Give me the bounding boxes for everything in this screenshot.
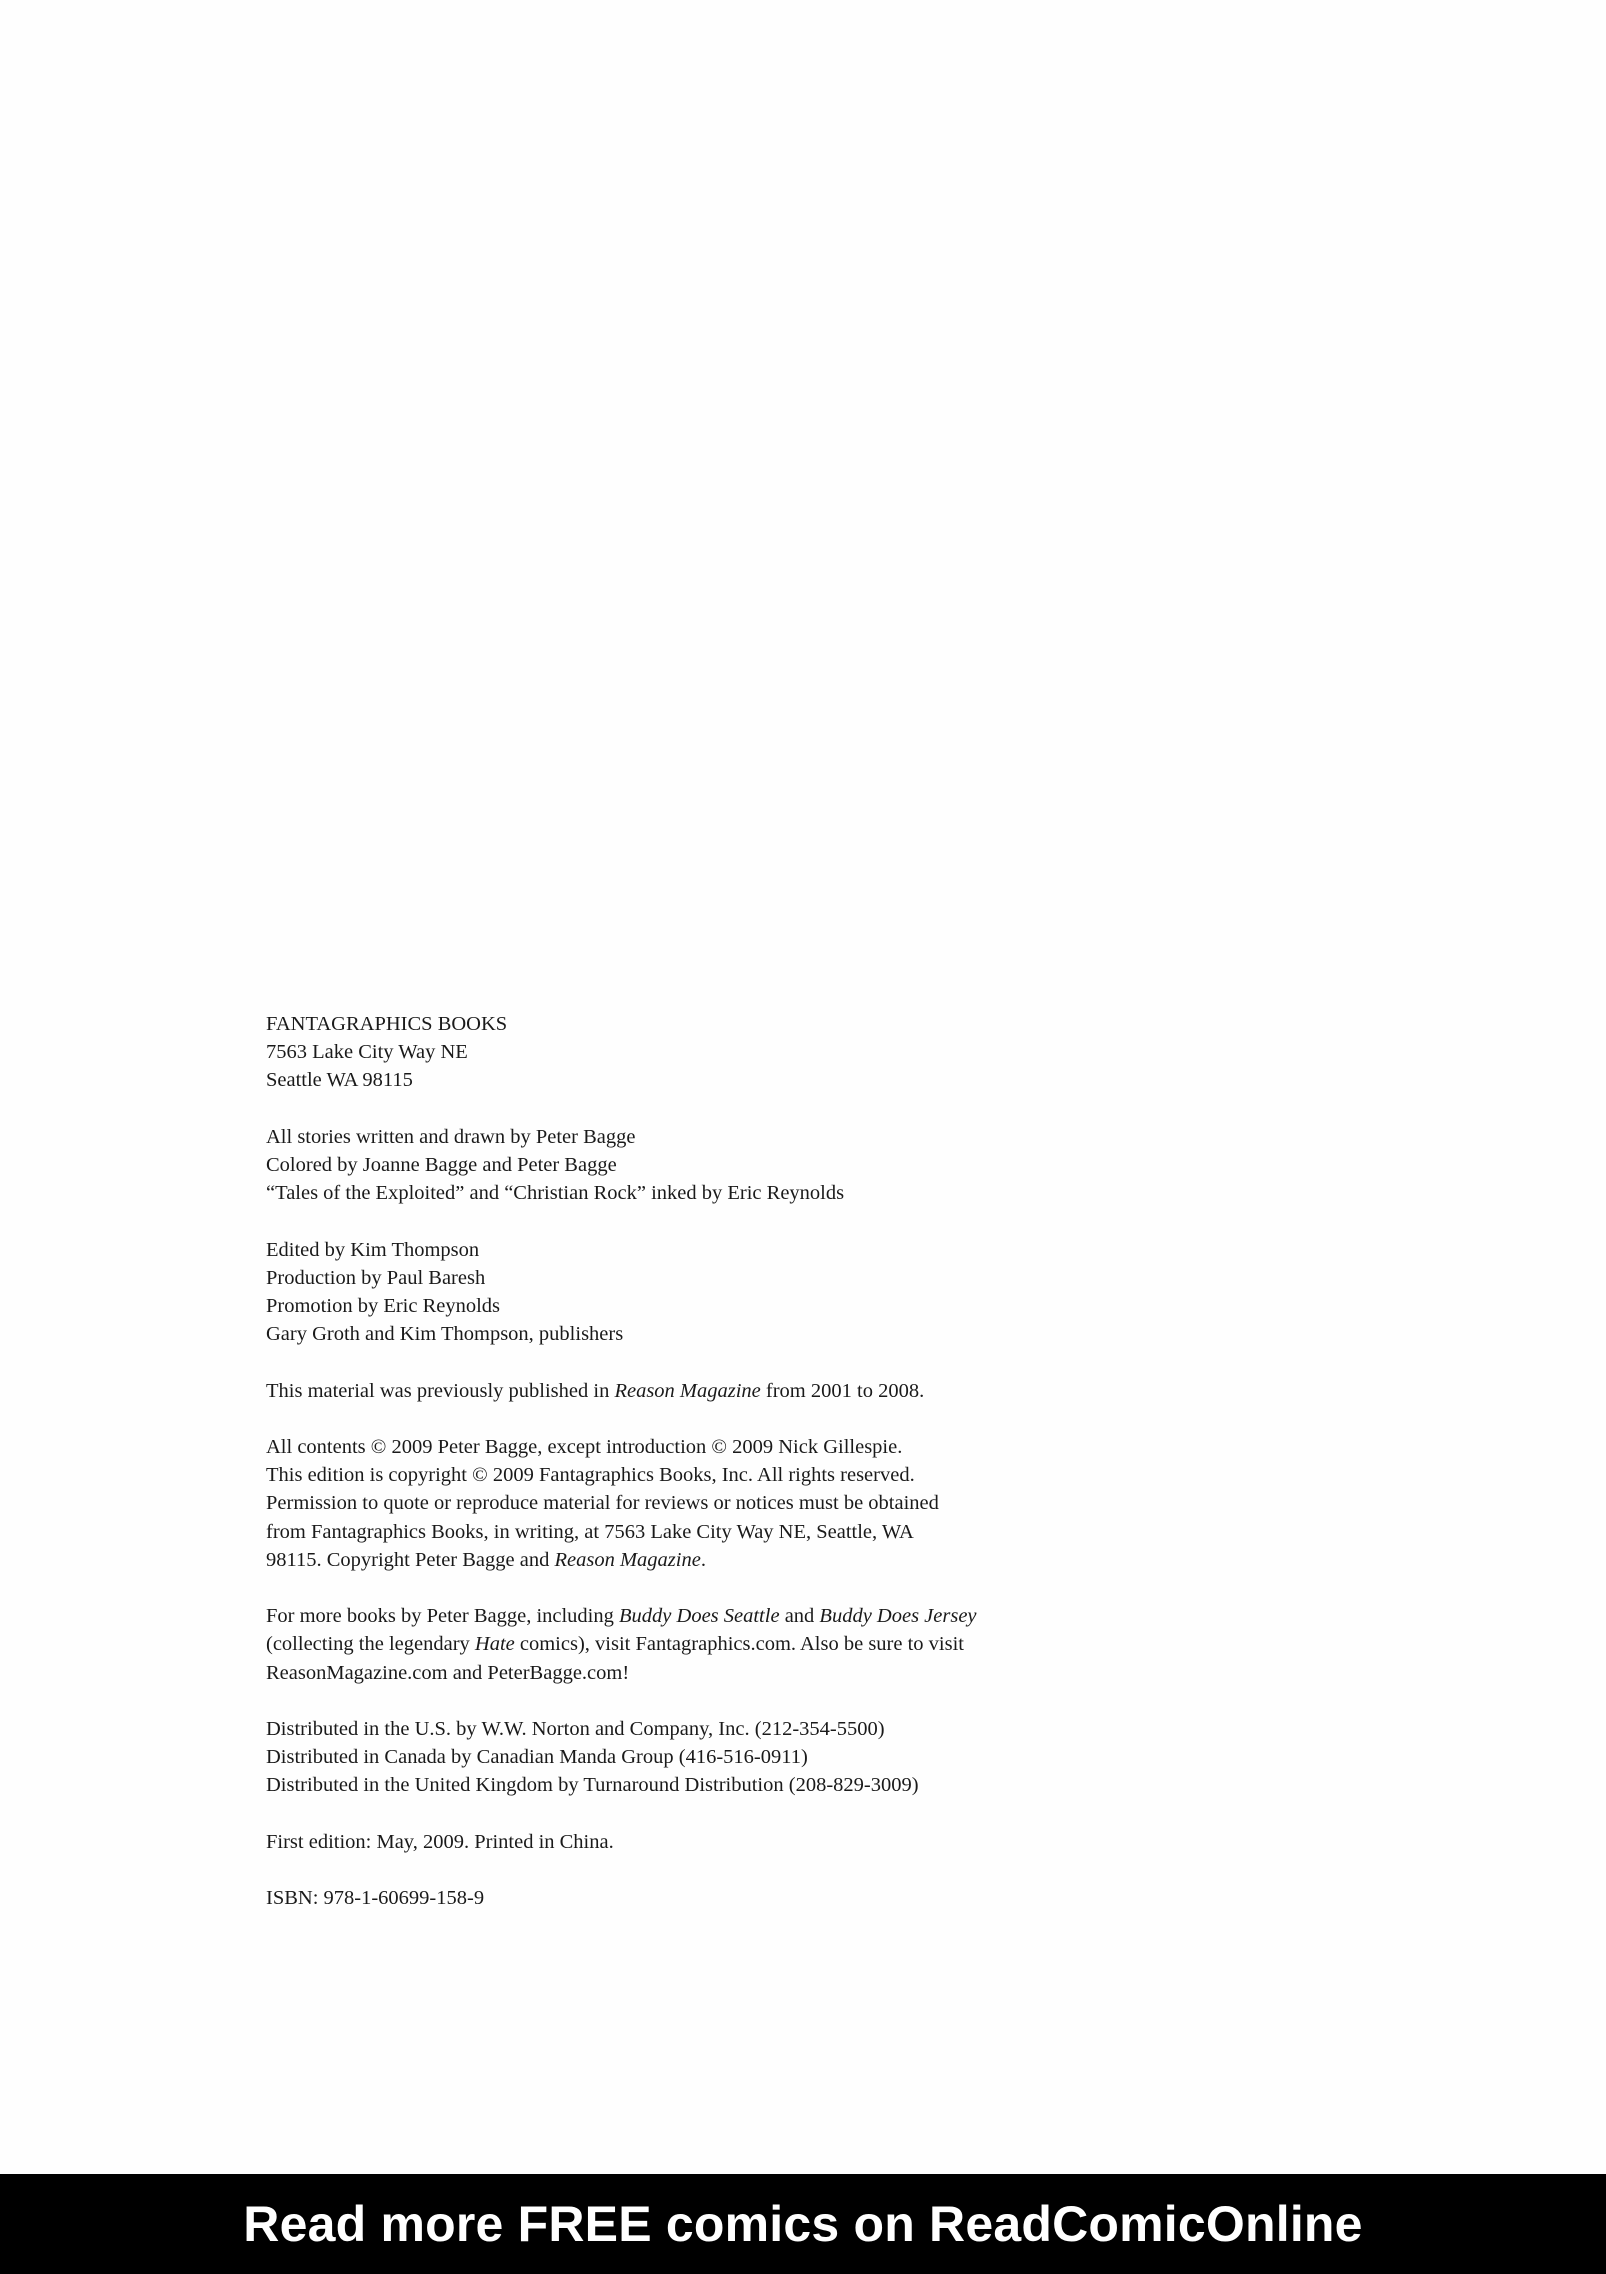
staff-promotion: Promotion by Eric Reynolds bbox=[266, 1295, 501, 1317]
distribution-us: Distributed in the U.S. by W.W. Norton and Company, Inc. (212-354-5500) bbox=[266, 1717, 885, 1740]
more-books-line1-pre: For more books by Peter Bagge, including bbox=[266, 1605, 620, 1628]
edition-line: First edition: May, 2009. Printed in China. bbox=[266, 1830, 614, 1853]
copyright-line5-pre: 98115. Copyright Peter Bagge and bbox=[266, 1548, 555, 1571]
edition-block bbox=[266, 1828, 1266, 1856]
previously-published-line bbox=[266, 1377, 1266, 1405]
copyright-line5-post: . bbox=[700, 1548, 706, 1571]
copyright-block bbox=[266, 1433, 1266, 1574]
copyright-line5-magazine: Reason Magazine bbox=[554, 1548, 701, 1571]
isbn-block bbox=[266, 1884, 1266, 1912]
promo-banner-text[interactable]: Read more FREE comics on ReadComicOnline bbox=[243, 2196, 1363, 2252]
staff-production: Production by Paul Baresh bbox=[266, 1266, 486, 1289]
copyright-line5 bbox=[266, 1546, 1266, 1574]
copyright-line2: This edition is copyright © 2009 Fantagraphics Books, Inc. All rights reserved. bbox=[266, 1464, 915, 1487]
previously-published-pre: This material was previously published in bbox=[266, 1379, 615, 1402]
credits-block bbox=[266, 1123, 1266, 1208]
more-books-line2-post: comics), visit Fantagraphics.com. Also be sure to visit bbox=[514, 1633, 964, 1656]
more-books-line1-mid: and bbox=[779, 1605, 820, 1628]
publisher-address-block bbox=[266, 1010, 1266, 1095]
copyright-line3: Permission to quote or reproduce material for reviews or notices must be obtained bbox=[266, 1492, 939, 1515]
previously-published-magazine: Reason Magazine bbox=[614, 1379, 761, 1402]
previously-published-block bbox=[266, 1377, 1266, 1405]
isbn-line: ISBN: 978-1-60699-158-9 bbox=[266, 1887, 485, 1910]
credit-inked: “Tales of the Exploited” and “Christian Rock” inked by Eric Reynolds bbox=[266, 1182, 845, 1205]
publisher-address-line2: Seattle WA 98115 bbox=[266, 1069, 413, 1092]
staff-block bbox=[266, 1236, 1266, 1349]
more-books-line2 bbox=[266, 1630, 1266, 1658]
copyright-line4: from Fantagraphics Books, in writing, at 7563 Lake City Way NE, Seattle, WA bbox=[266, 1520, 914, 1543]
more-books-book2: Buddy Does Jersey bbox=[819, 1605, 977, 1628]
more-books-line3: ReasonMagazine.com and PeterBagge.com! bbox=[266, 1661, 630, 1684]
promo-banner[interactable] bbox=[0, 2174, 1606, 2274]
previously-published-post: from 2001 to 2008. bbox=[760, 1379, 925, 1402]
staff-edited: Edited by Kim Thompson bbox=[266, 1238, 480, 1261]
publisher-name: FANTAGRAPHICS BOOKS bbox=[266, 1013, 508, 1035]
staff-publishers: Gary Groth and Kim Thompson, publishers bbox=[266, 1323, 624, 1346]
more-books-comic: Hate bbox=[474, 1633, 515, 1656]
more-books-book1: Buddy Does Seattle bbox=[619, 1605, 780, 1628]
more-books-line2-pre: (collecting the legendary bbox=[266, 1633, 475, 1656]
publisher-address-line1: 7563 Lake City Way NE bbox=[266, 1041, 468, 1064]
distribution-uk: Distributed in the United Kingdom by Turnaround Distribution (208-829-3009) bbox=[266, 1774, 919, 1797]
more-books-block bbox=[266, 1602, 1266, 1687]
distribution-canada: Distributed in Canada by Canadian Manda Group (416-516-0911) bbox=[266, 1746, 808, 1769]
colophon bbox=[266, 1010, 1266, 1941]
more-books-line1 bbox=[266, 1602, 1266, 1630]
credit-colored: Colored by Joanne Bagge and Peter Bagge bbox=[266, 1154, 617, 1176]
copyright-line1: All contents © 2009 Peter Bagge, except introduction © 2009 Nick Gillespie. bbox=[266, 1435, 903, 1458]
distribution-block bbox=[266, 1715, 1266, 1800]
credit-written-drawn: All stories written and drawn by Peter Bagge bbox=[266, 1125, 636, 1148]
